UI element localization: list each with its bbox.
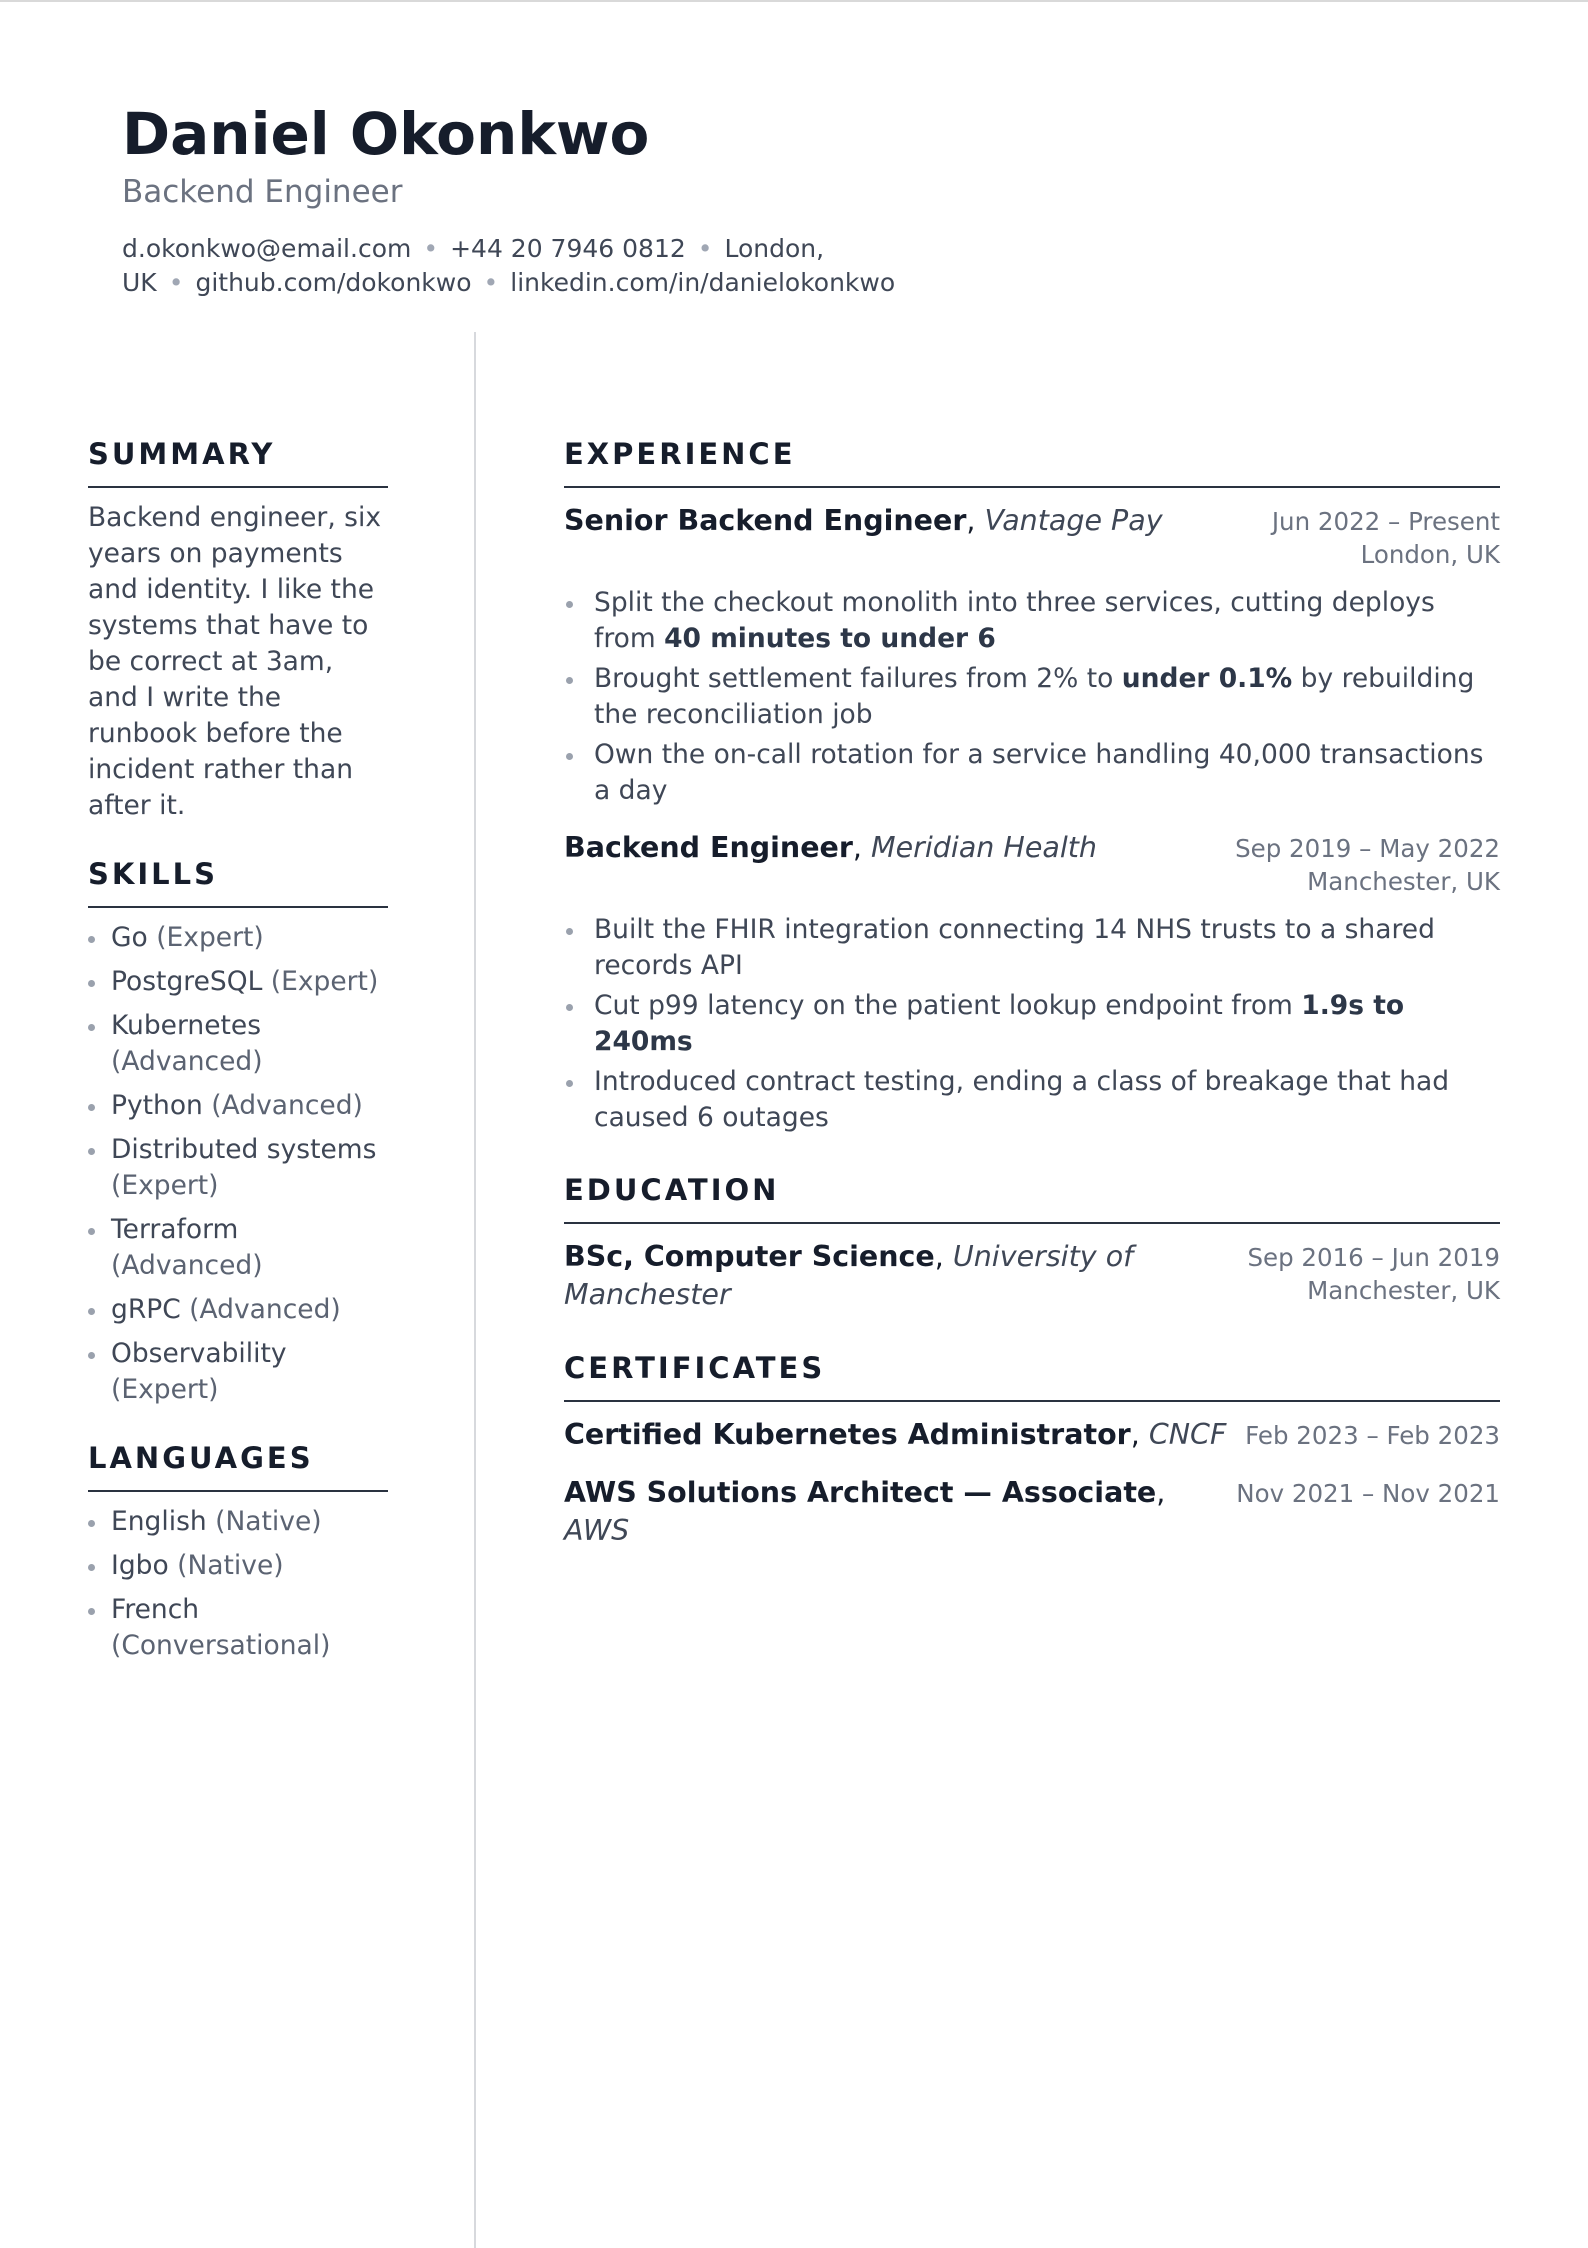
- certificate-dates: Feb 2023 – Feb 2023: [1245, 1421, 1500, 1450]
- entry-meta: [1245, 1416, 1500, 1452]
- education-section: [564, 1170, 1500, 1314]
- contact-github: github.com/dokonkwo: [195, 268, 472, 297]
- contact-separator: •: [697, 234, 713, 263]
- section-title-languages: LANGUAGES: [88, 1441, 314, 1475]
- column-divider: [474, 332, 476, 2248]
- skill-item: [88, 1088, 388, 1124]
- entry-title: Certified Kubernetes Administrator, CNCF: [564, 1418, 1227, 1451]
- certificate-issuer: CNCF: [1148, 1418, 1227, 1451]
- section-title-certificates: CERTIFICATES: [564, 1351, 826, 1385]
- job-company: Meridian Health: [871, 831, 1097, 864]
- contact-phone: +44 20 7946 0812: [450, 234, 686, 263]
- job-position: Backend Engineer: [564, 831, 853, 864]
- experience-entry: [564, 829, 1500, 1136]
- section-rule: [564, 1222, 1500, 1224]
- skill-name: Go: [111, 922, 148, 953]
- language-level: (Native): [177, 1550, 284, 1581]
- education-dates: Sep 2016 – Jun 2019: [1247, 1243, 1500, 1272]
- entry-title: Senior Backend Engineer, Vantage Pay: [564, 504, 1163, 537]
- experience-section: [564, 434, 1500, 1136]
- skill-level: (Advanced): [111, 1046, 263, 1077]
- education-entry: [564, 1238, 1500, 1314]
- contact-email: d.okonkwo@email.com: [122, 234, 412, 263]
- certificate-name: AWS Solutions Architect — Associate: [564, 1476, 1157, 1509]
- language-name: English: [111, 1506, 207, 1537]
- top-border: [0, 0, 1588, 2]
- language-item: [88, 1548, 388, 1584]
- languages-list: [88, 1504, 388, 1664]
- skill-name: Python: [111, 1090, 203, 1121]
- entry-meta: [1236, 1474, 1500, 1510]
- achievement-item: [564, 737, 1500, 809]
- entry-header: [564, 1238, 1500, 1314]
- skill-level: (Advanced): [189, 1294, 341, 1325]
- achievement-text: Split the checkout monolith into three services, cutting deploys from: [594, 587, 1435, 654]
- contact-separator: •: [483, 268, 499, 297]
- skill-level: (Expert): [156, 922, 264, 953]
- achievement-item: [564, 585, 1500, 657]
- skills-list: [88, 920, 388, 1408]
- entry-meta: [1235, 829, 1500, 898]
- achievement-list: [564, 585, 1500, 809]
- languages-section: [88, 1438, 388, 1664]
- section-title-skills: SKILLS: [88, 857, 218, 891]
- achievement-highlight: under 0.1%: [1121, 663, 1293, 694]
- section-title-experience: EXPERIENCE: [564, 437, 796, 471]
- language-item: [88, 1504, 388, 1540]
- skill-name: Kubernetes: [111, 1010, 262, 1041]
- skill-item: [88, 1336, 388, 1408]
- skill-name: Terraform: [111, 1214, 239, 1245]
- section-rule: [564, 486, 1500, 488]
- section-rule: [564, 1400, 1500, 1402]
- achievement-text: Own the on-call rotation for a service handling 40,000 transactions a day: [594, 739, 1484, 806]
- skill-level: (Expert): [111, 1374, 219, 1405]
- achievement-item: [564, 661, 1500, 733]
- job-dates: Sep 2019 – May 2022: [1235, 834, 1500, 863]
- experience-entry: [564, 502, 1500, 809]
- skill-level: (Expert): [270, 966, 379, 997]
- certificate-issuer: AWS: [564, 1514, 630, 1547]
- contact-line: [122, 232, 922, 300]
- achievement-highlight: 40 minutes to under 6: [664, 623, 996, 654]
- summary-text: Backend engineer, six years on payments and identity. I like the systems that have to be correct at 3am, and I write the runbook before the incident rather than after it.: [88, 502, 382, 821]
- achievement-text: Brought settlement failures from 2% to: [594, 663, 1122, 694]
- education-location: Manchester, UK: [1307, 1276, 1500, 1305]
- achievement-text: Introduced contract testing, ending a class of breakage that had caused 6 outages: [594, 1066, 1450, 1133]
- entry-header: [564, 1416, 1500, 1454]
- skills-section: [88, 854, 388, 1408]
- sidebar: [88, 434, 388, 1694]
- entry-meta: [1247, 1238, 1500, 1307]
- job-location: Manchester, UK: [1307, 867, 1500, 896]
- achievement-text: by rebuilding the reconciliation job: [594, 663, 1475, 730]
- skill-item: [88, 1292, 388, 1328]
- contact-linkedin: linkedin.com/in/danielokonkwo: [510, 268, 896, 297]
- job-location: London, UK: [1360, 540, 1500, 569]
- skill-item: [88, 1212, 388, 1284]
- entry-title: BSc, Computer Science, University of Manchester: [564, 1240, 1134, 1311]
- resume-header: [122, 100, 922, 300]
- candidate-role: Backend Engineer: [122, 174, 403, 210]
- achievement-item: [564, 1064, 1500, 1136]
- section-rule: [88, 486, 388, 488]
- language-name: French: [111, 1594, 200, 1625]
- section-title-summary: SUMMARY: [88, 437, 276, 471]
- skill-name: Observability: [111, 1338, 287, 1369]
- skill-item: [88, 1008, 388, 1080]
- skill-name: PostgreSQL: [111, 966, 263, 997]
- entry-header: [564, 829, 1500, 898]
- job-position: Senior Backend Engineer: [564, 504, 967, 537]
- section-rule: [88, 906, 388, 908]
- contact-separator: •: [168, 268, 184, 297]
- section-rule: [88, 1490, 388, 1492]
- entry-header: [564, 1474, 1500, 1550]
- entry-meta: [1272, 502, 1500, 571]
- section-title-education: EDUCATION: [564, 1173, 780, 1207]
- certificate-name: Certified Kubernetes Administrator: [564, 1418, 1131, 1451]
- skill-name: Distributed systems: [111, 1134, 377, 1165]
- language-level: (Native): [215, 1506, 322, 1537]
- main-column: [564, 434, 1500, 1584]
- entry-title: AWS Solutions Architect — Associate, AWS: [564, 1476, 1166, 1547]
- certificate-dates: Nov 2021 – Nov 2021: [1236, 1479, 1500, 1508]
- contact-location: London, UK: [122, 234, 825, 297]
- achievement-highlight: 1.9s to 240ms: [594, 990, 1405, 1057]
- skill-item: [88, 920, 388, 956]
- job-dates: Jun 2022 – Present: [1271, 507, 1500, 536]
- skill-item: [88, 964, 388, 1000]
- language-level: (Conversational): [111, 1630, 331, 1661]
- degree: BSc, Computer Science: [564, 1240, 935, 1273]
- skill-item: [88, 1132, 388, 1204]
- candidate-name: Daniel Okonkwo: [122, 100, 650, 168]
- contact-separator: •: [423, 234, 439, 263]
- entry-title: Backend Engineer, Meridian Health: [564, 831, 1097, 864]
- school: University of Manchester: [564, 1240, 1134, 1311]
- skill-level: (Advanced): [211, 1090, 363, 1121]
- language-item: [88, 1592, 388, 1664]
- achievement-text: Built the FHIR integration connecting 14 NHS trusts to a shared records API: [594, 914, 1435, 981]
- certificate-entry: [564, 1474, 1500, 1550]
- achievement-item: [564, 988, 1500, 1060]
- achievement-list: [564, 912, 1500, 1136]
- achievement-text: Cut p99 latency on the patient lookup endpoint from: [594, 990, 1302, 1021]
- achievement-item: [564, 912, 1500, 984]
- skill-level: (Advanced): [111, 1250, 263, 1281]
- language-name: Igbo: [111, 1550, 169, 1581]
- skill-name: gRPC: [111, 1294, 181, 1325]
- skill-level: (Expert): [111, 1170, 219, 1201]
- certificates-section: [564, 1348, 1500, 1550]
- summary-section: [88, 434, 388, 824]
- job-company: Vantage Pay: [984, 504, 1163, 537]
- entry-header: [564, 502, 1500, 571]
- certificate-entry: [564, 1416, 1500, 1454]
